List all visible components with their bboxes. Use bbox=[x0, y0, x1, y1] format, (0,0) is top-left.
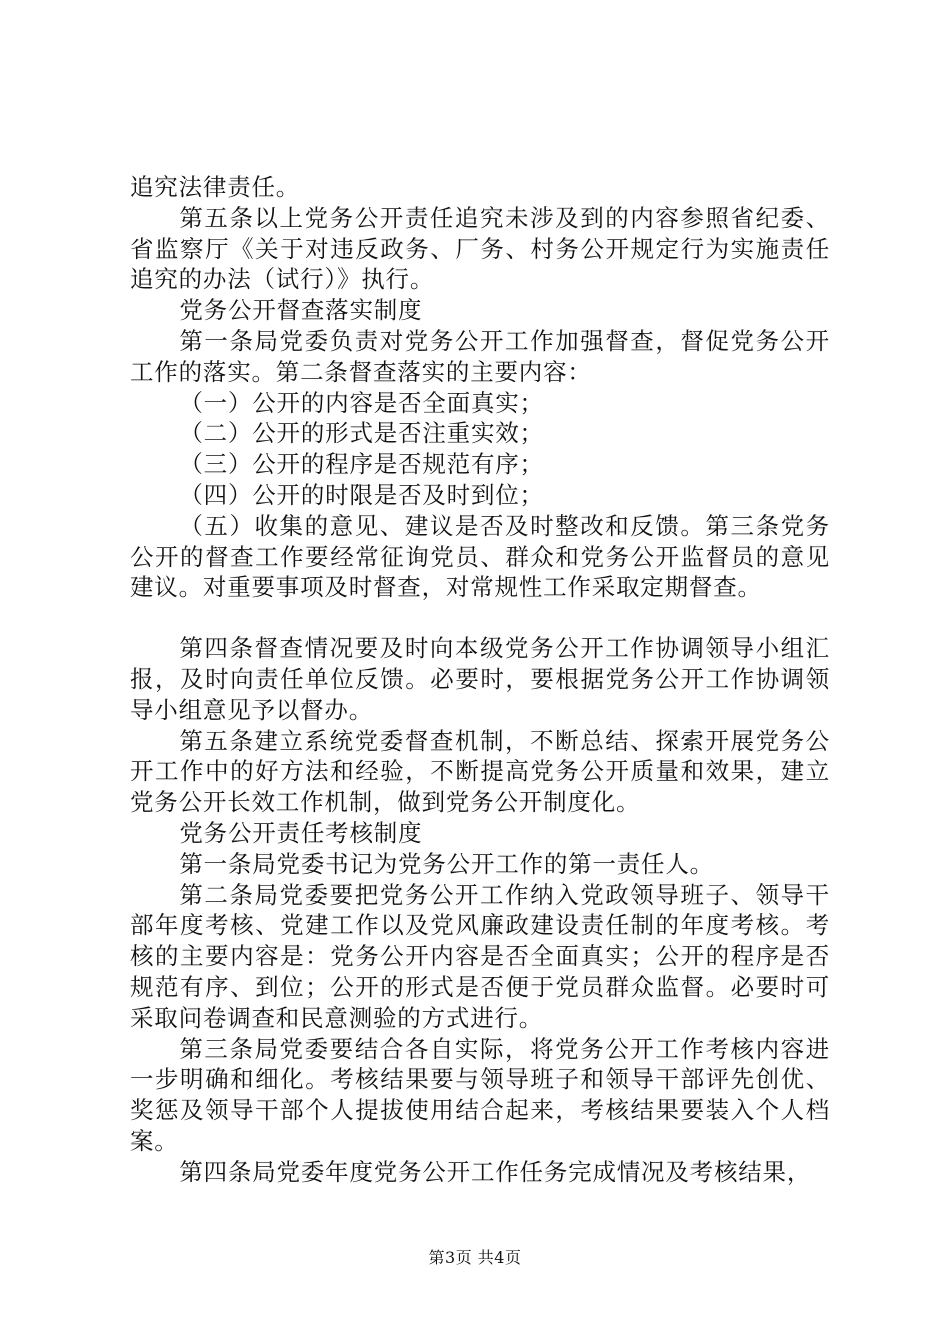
paragraph-continuation: 追究法律责任。 bbox=[130, 173, 301, 201]
paragraph-article-5-supervision: 第五条建立系统党委督查机制，不断总结、探索开展党务公开工作中的好方法和经验，不断提高党务公开质量和效果，建立党务公开长效工作机制，做到党务公开制度化。 bbox=[130, 726, 830, 817]
paragraph-article-4-assessment: 第四条局党委年度党务公开工作任务完成情况及考核结果， bbox=[179, 1157, 812, 1186]
paragraph-article-1-supervision: 第一条局党委负责对党务公开工作加强督查，督促党务公开工作的落实。第二条督查落实的主要内容： bbox=[130, 326, 830, 386]
list-item-5: （五）收集的意见、建议是否及时整改和反馈。第三条党务公开的督查工作要经常征询党员、群众和党务公开监督员的意见建议。对重要事项及时督查，对常规性工作采取定期督查。 bbox=[130, 511, 830, 602]
paragraph-article-1-assessment: 第一条局党委书记为党务公开工作的第一责任人。 bbox=[179, 849, 714, 878]
paragraph-article-5-liability: 第五条以上党务公开责任追究未涉及到的内容参照省纪委、省监察厅《关于对违反政务、厂务、村务公开规定行为实施责任追究的办法（试行）》执行。 bbox=[130, 203, 830, 294]
paragraph-gap bbox=[130, 603, 830, 633]
document-body bbox=[130, 172, 830, 1188]
section-heading-supervision: 党务公开督查落实制度 bbox=[179, 296, 423, 325]
paragraph-article-3-assessment: 第三条局党委要结合各自实际，将党务公开工作考核内容进一步明确和细化。考核结果要与领导班子和领导干部评先创优、奖惩及领导干部个人提拔使用结合起来，考核结果要装入个人档案。 bbox=[130, 1034, 830, 1155]
paragraph-article-4-supervision: 第四条督查情况要及时向本级党务公开工作协调领导小组汇报，及时向责任单位反馈。必要时，要根据党务公开工作协调领导小组意见予以督办。 bbox=[130, 634, 830, 724]
list-item-1: （一）公开的内容是否全面真实； bbox=[179, 388, 544, 417]
list-item-4: （四）公开的时限是否及时到位； bbox=[179, 480, 544, 509]
section-heading-assessment: 党务公开责任考核制度 bbox=[179, 818, 423, 847]
list-item-2: （二）公开的形式是否注重实效； bbox=[179, 419, 544, 448]
page-number-footer: 第3页 共4页 bbox=[428, 1248, 522, 1267]
list-item-3: （三）公开的程序是否规范有序； bbox=[179, 450, 544, 479]
paragraph-article-2-assessment: 第二条局党委要把党务公开工作纳入党政领导班子、领导干部年度考核、党建工作以及党风廉政建设责任制的年度考核。考核的主要内容是：党务公开内容是否全面真实；公开的程序是否规范有序、到位；公开的形式是否便于党员群众监督。必要时可采取问卷调查和民意测验的方式进行。 bbox=[130, 880, 830, 1032]
